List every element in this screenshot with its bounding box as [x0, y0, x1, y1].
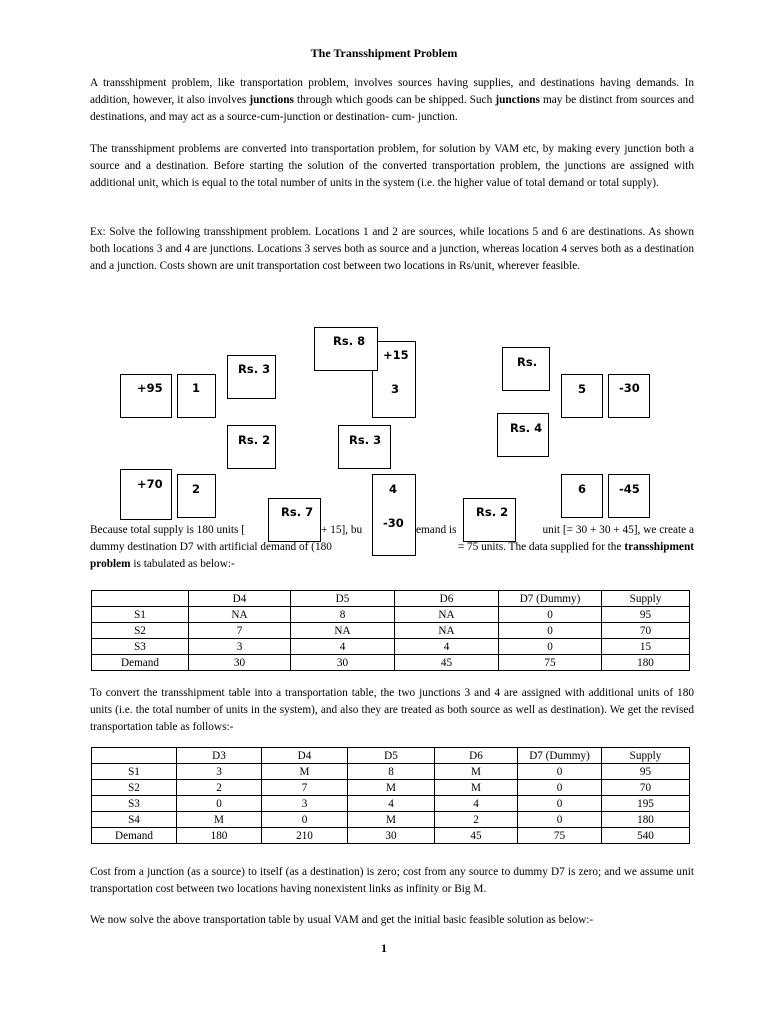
table-row: Demand 180 210 30 45 75 540 — [92, 828, 690, 844]
conversion-paragraph: The transshipment problems are converted into transportation problem, for solution by VAM etc, by making every junction both a source and a destination. Before starting the solution of the converted transportation problem, the junctions are assigned with additional unit, which is equal to the total number of units in the system (i.e. the higher value of total demand or total supply). — [90, 143, 694, 190]
example-paragraph: Ex: Solve the following transshipment problem. Locations 1 and 2 are sources, while locations 5 and 6 are destinations. As shown both locations 3 and 4 are junctions. Locations 3 serves both as source and a junction, whereas location 4 serves both as a destination and a junction. Costs shown are unit transportation cost between two locations in Rs/unit, wherever feasible. — [90, 226, 694, 273]
cost-assumption-paragraph: Cost from a junction (as a source) to itself (as a destination) is zero; cost from any source to dummy D7 is zero; and we assume unit transportation cost between two locations having nonexistent links as infinity or Big M. — [90, 866, 694, 896]
node-6: 6 — [561, 474, 603, 518]
table-header-row: D4 D5 D6 D7 (Dummy) Supply — [92, 591, 690, 607]
transshipment-data-table — [91, 590, 690, 671]
cost-label-4-6: Rs. 2 — [463, 498, 516, 542]
table-header-row: D3 D4 D5 D6 D7 (Dummy) Supply — [92, 748, 690, 764]
table-row: Demand 30 30 45 75 180 — [92, 655, 690, 671]
cost-label-1-3: Rs. 3 — [227, 355, 276, 399]
supply-box-1: +95 — [120, 374, 172, 418]
vam-paragraph: We now solve the above transportation table by usual VAM and get the initial basic feasible solution as below:- — [90, 914, 594, 926]
table-row: S3 0 3 4 4 0 195 — [92, 796, 690, 812]
demand-box-6: -45 — [608, 474, 650, 518]
cost-label-3-5: Rs. — [502, 347, 550, 391]
table-row: S4 M 0 M 2 0 180 — [92, 812, 690, 828]
cost-label-1-4: Rs. 2 — [227, 425, 276, 469]
transportation-table — [91, 747, 690, 844]
intro-paragraph: A transshipment problem, like transportation problem, involves sources having supplies, and destinations having demands. In addition, however, it also involves junctions through which goods can be shipped. Such junctions may be distinct from sources and destinations, and may act as a source-cum-junction or destination- cum- junction. — [90, 77, 694, 124]
page-title: The Transshipment Problem — [310, 46, 458, 60]
table-row: S2 7 NA NA 0 70 — [92, 623, 690, 639]
demand-box-4: -30 — [372, 510, 416, 540]
table-row: S2 2 7 M M 0 70 — [92, 780, 690, 796]
page-number: 1 — [381, 941, 387, 955]
conversion-explanation-paragraph: To convert the transshipment table into a transportation table, the two junctions 3 and 4 are assigned with additional units of 180 units (i.e. the total number of units in the system), and also they are treated as both source as well as destination). We get the revised transportation table as follows:- — [90, 687, 694, 734]
cost-label-2-4: Rs. 7 — [268, 498, 321, 542]
supply-box-3: +15 — [378, 341, 416, 371]
demand-box-5: -30 — [608, 374, 650, 418]
node-4: 4 — [372, 474, 416, 556]
document-page: The Transshipment Problem A transshipment problem, like transportation problem, involves sources having supplies, and destinations having demands. In addition, however, it also involves junctions through which goods can be shipped. Such junctions may be distinct from sources and destinations, and may act as a source-cum-junction or destination- cum- junction. The transshipment problems are converted into transportation problem, for solution by VAM etc, by making every junction both a source and a destination. Before starting the solution of the converted transportation problem, the junctions are assigned with additional unit, which is equal to the total number of units in the system (i.e. the higher value of total demand or total supply). Ex: Solve the following transshipment problem. Locations 1 and 2 are sources, while locations 5 and 6 are destinations. As shown both locations 3 and 4 are junctions. Locations 3 serves both as source and a junction, whereas location 4 serves both as a destination and a junction. Costs shown are unit transportation cost between two locations in Rs/unit, wherever feasible. +95 1 Rs. 3 3 Rs. 8 +15 Rs. 5 -30 Rs. 2 Rs. 3 Rs. 4 +70 2 4 -30 Rs. 7 Rs. 2 6 -45 Because total supply is 180 units [ + 15], bu emand is unit [= 30 + 30 + 45], we create a dummy destination D7 with artificial demand of (180 = 75 units. The data supplied for the transshipment problem is tabulated as below:- D4 D5 D6 D7 (Dummy) Supply S1 NA 8 NA 0 95 S2 7 NA NA 0 70 S3 3 4 4 0 15 Demand 30 30 45 75 180 To convert the transshipment table into a transportation table, the two junctions 3 and 4 are assigned with additional units of 180 units (i.e. the total number of units in the system), and also they are treated as both source as well as destination). We get the revised transportation table as follows:- D3 D4 D5 D6 D7 (Dummy) Supply S1 3 M 8 M 0 95 S2 2 7 M M 0 70 S3 0 3 4 4 0 195 S4 M 0 M 2 0 180 Demand 180 210 30 45 75 540 Cost from a junction (as a source) to itself (as a destination) is zero; cost from any source to dummy D7 is zero; and we assume unit transportation cost between two locations having nonexistent links as infinity or Big M. We now solve the above transportation table by usual VAM and get the initial basic feasible solution as below:- 1 — [0, 0, 768, 1024]
cost-label-4-5: Rs. 4 — [497, 413, 549, 457]
supply-box-2: +70 — [120, 469, 172, 520]
table-row: S3 3 4 4 0 15 — [92, 639, 690, 655]
junctions-term: junctions — [495, 94, 540, 107]
table-row: S1 NA 8 NA 0 95 — [92, 607, 690, 623]
node-1: 1 — [177, 374, 216, 418]
table-row: S1 3 M 8 M 0 95 — [92, 764, 690, 780]
junctions-term: junctions — [249, 94, 294, 107]
node-5: 5 — [561, 374, 603, 418]
node-3: 3 — [372, 341, 416, 418]
cost-label-3-4: Rs. 3 — [338, 425, 391, 469]
node-2: 2 — [177, 474, 216, 518]
cost-label-1-5: Rs. 8 — [314, 327, 378, 371]
